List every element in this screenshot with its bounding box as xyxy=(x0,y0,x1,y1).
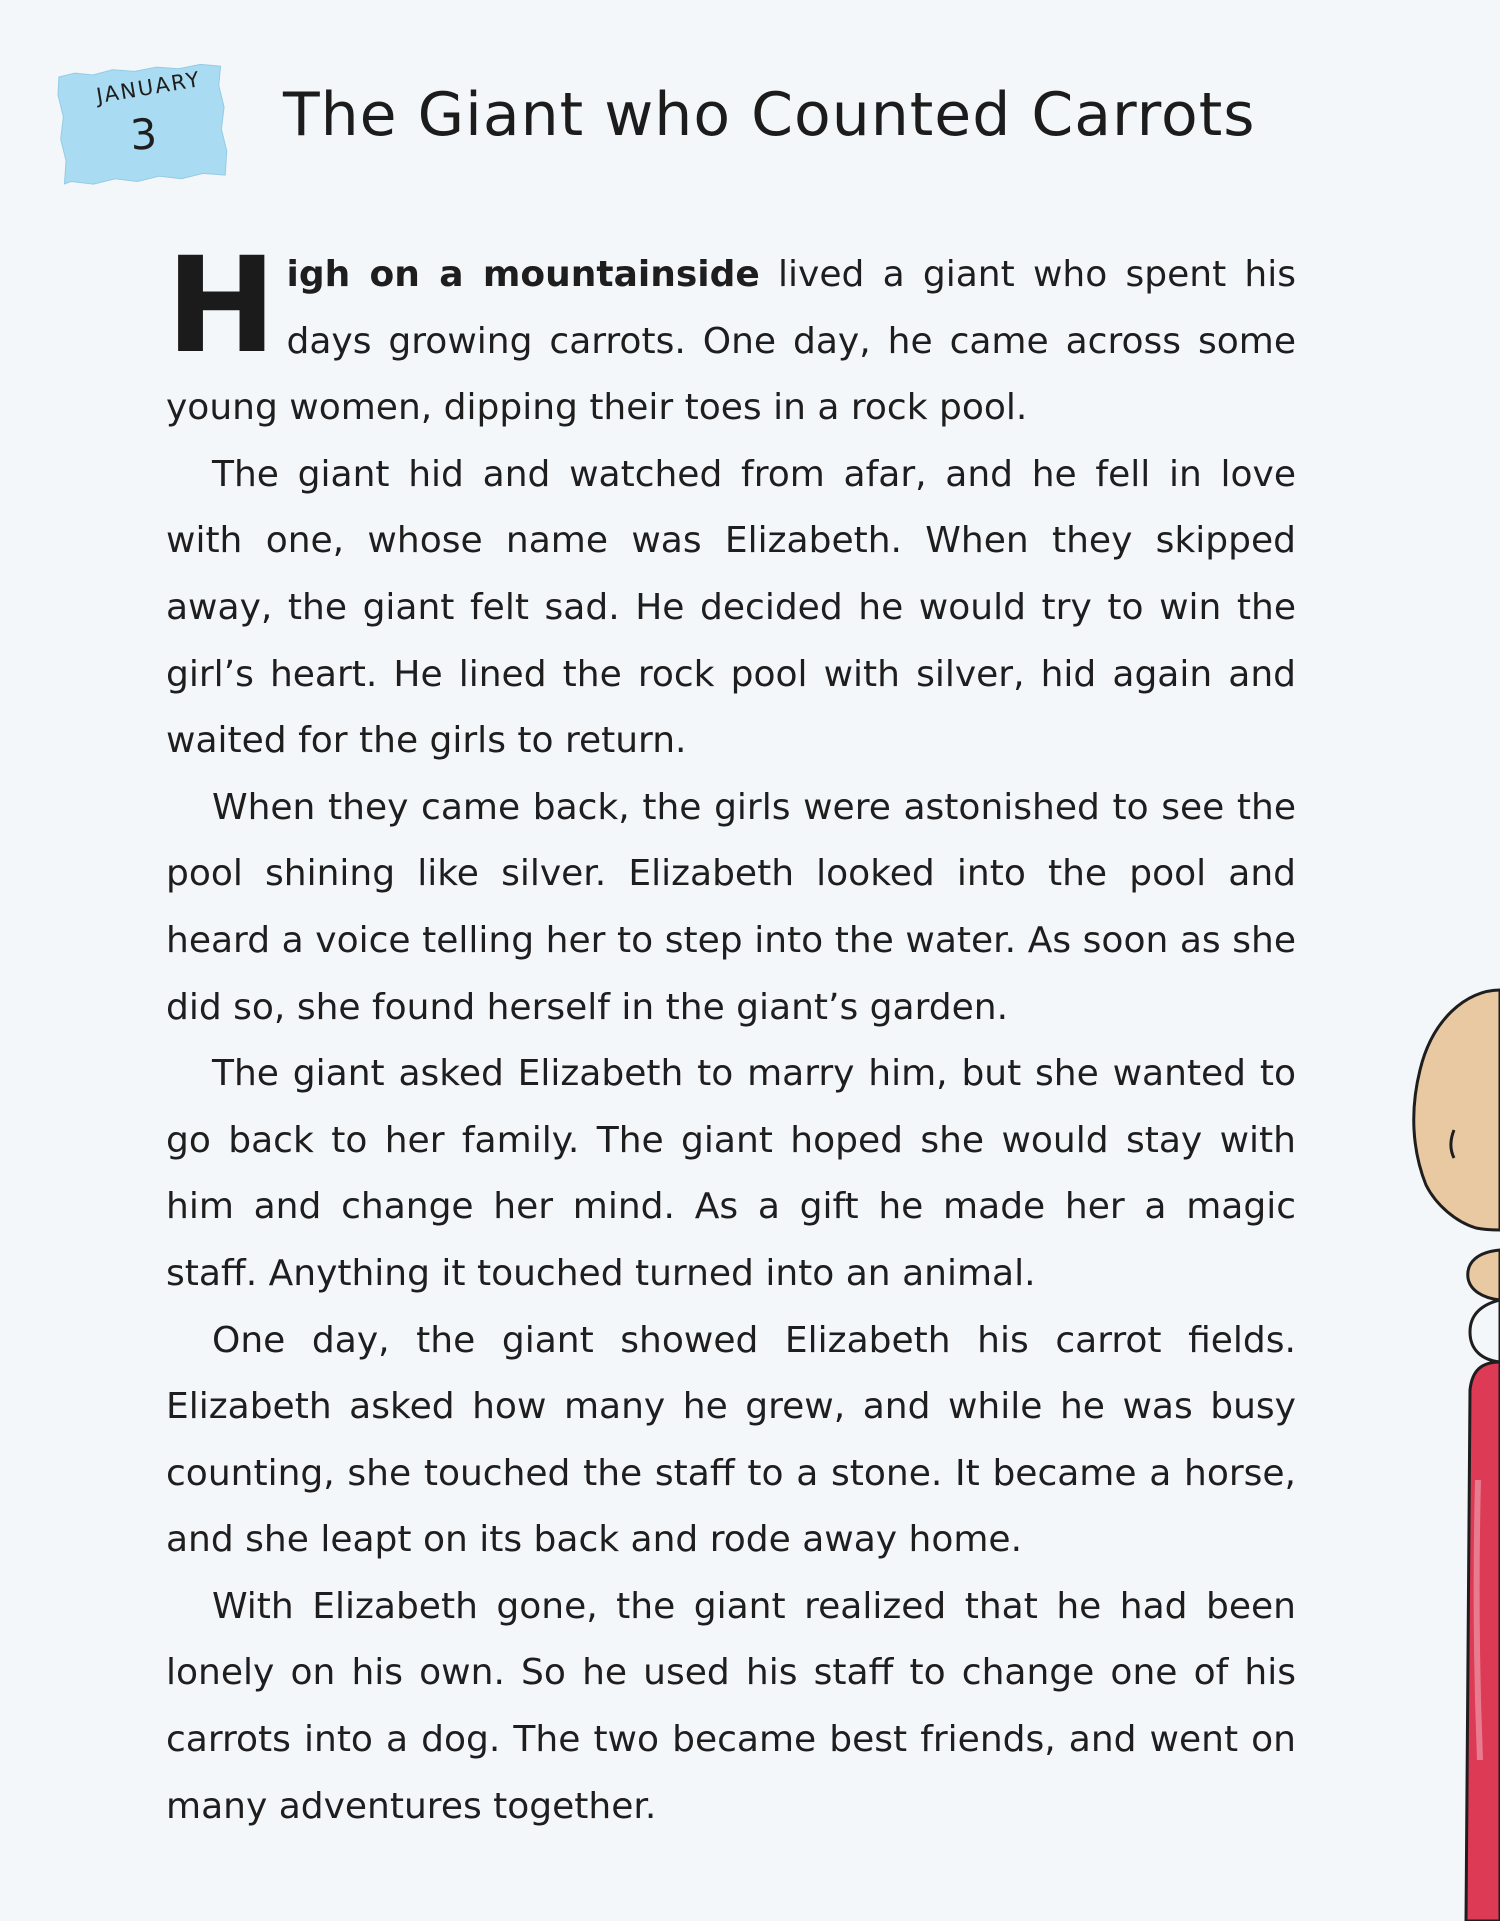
story-paragraph-5: One day, the giant showed Elizabeth his carrot fields. Elizabeth asked how many he grew, and while he was busy counting, she touched the staff to a stone. It became a horse, and she leapt on its back and rode away home. xyxy=(166,1319,1296,1561)
story-paragraph-1 xyxy=(166,229,1296,442)
story-paragraph-3: When they came back, the girls were astonished to see the pool shining like silver. Elizabeth looked into the pool and heard a voice telling her to step into the water. As soon as she did so, she found herself in the giant’s garden. xyxy=(166,786,1296,1028)
story-body xyxy=(166,229,1296,1840)
date-month: JANUARY xyxy=(94,67,203,109)
paragraph-1-rest: lived a giant who spent his days growing carrots. One day, he came across some young women, dipping their toes in a rock pool. xyxy=(166,254,1296,429)
giant-illustration xyxy=(1396,960,1500,1921)
lead-in-text: igh on a mountainside xyxy=(286,254,760,295)
date-tag xyxy=(55,61,232,189)
giant-figure-icon xyxy=(1396,960,1500,1921)
date-day: 3 xyxy=(128,109,159,160)
story-title: The Giant who Counted Carrots xyxy=(283,80,1256,150)
story-paragraph-6: With Elizabeth gone, the giant realized that he had been lonely on his own. So he used his staff to change one of his carrots into a dog. The two became best friends, and went on many adventures together. xyxy=(166,1585,1296,1827)
drop-cap: H xyxy=(166,229,277,383)
story-paragraph-2: The giant hid and watched from afar, and he fell in love with one, whose name was Elizabeth. When they skipped away, the giant felt sad. He decided he would try to win the girl’s heart. He lined the rock pool with silver, hid again and waited for the girls to return. xyxy=(166,453,1296,762)
story-paragraph-4: The giant asked Elizabeth to marry him, but she wanted to go back to her family. The giant hoped she would stay with him and change her mind. As a gift he made her a magic staff. Anything it touched turned into an animal. xyxy=(166,1053,1296,1294)
